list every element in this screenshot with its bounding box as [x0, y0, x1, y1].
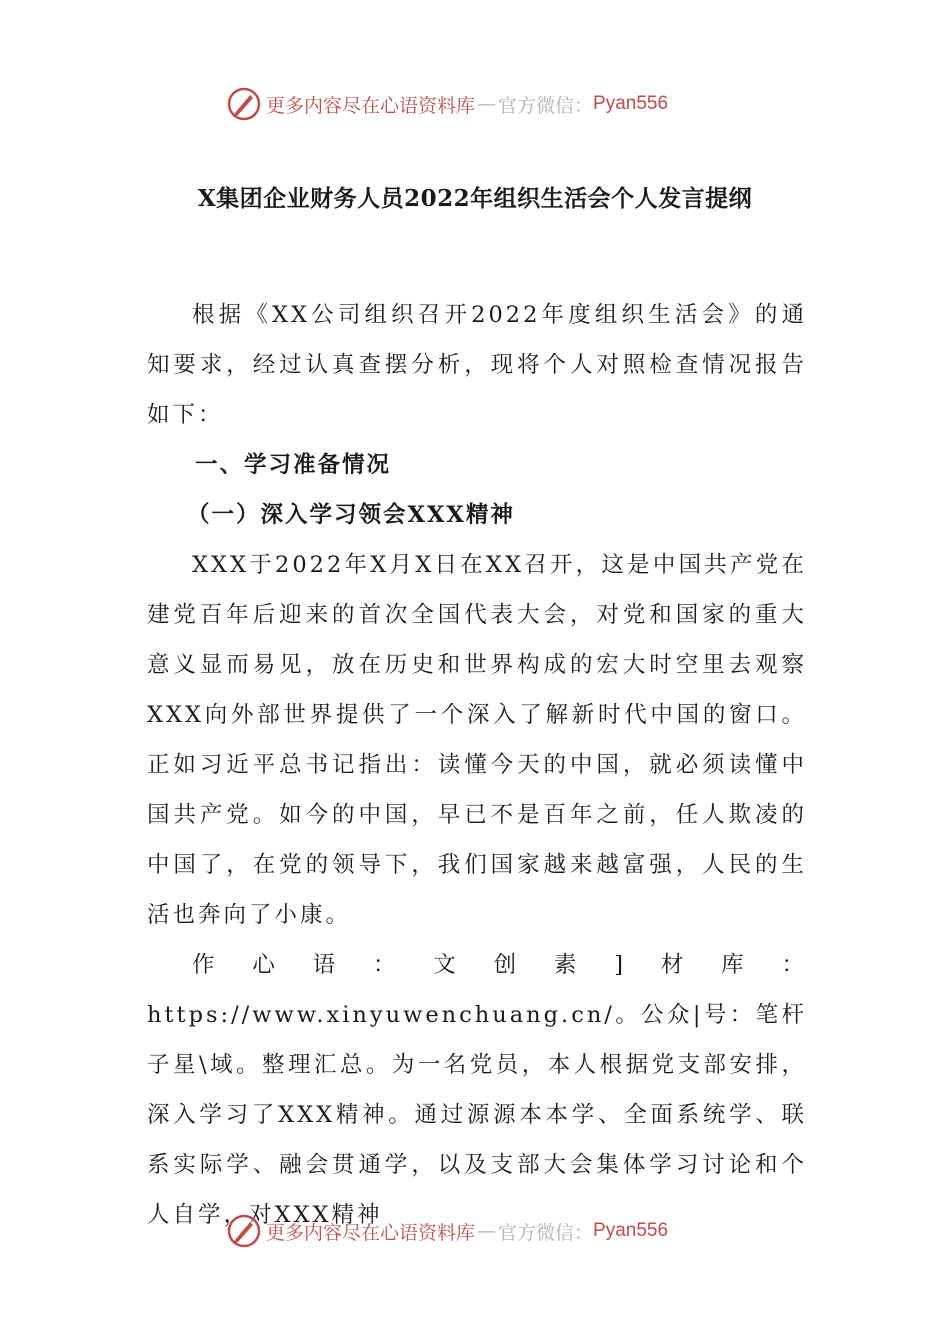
quill-pen-icon — [226, 1213, 262, 1249]
watermark-dash: — — [477, 1220, 497, 1242]
watermark-text: 更多内容尽在心语资料库 — [266, 94, 476, 117]
watermark-wechat-id: Pyan556 — [593, 93, 669, 114]
watermark-text: 更多内容尽在心语资料库 — [266, 1221, 476, 1244]
watermark-dash: — — [477, 93, 497, 115]
watermark-wechat-label: 官方微信： — [498, 1221, 594, 1244]
intro-paragraph: 根据《XX公司组织召开2022年度组织生活会》的通知要求，经过认真查摆分析，现将个人对照检查情况报告如下： — [147, 302, 807, 428]
watermark-wechat-label: 官方微信： — [498, 94, 594, 117]
watermark-banner-top — [226, 84, 668, 124]
body-paragraph-2: 作心语：文创素]材库：https://www.xinyuwenchuang.cn/。公众|号：笔杆子星\域。整理汇总。为一名党员，本人根据党支部安排，深入学习了XXX精神。通过源源本本学、全面系统学、联系实际学、融会贯通学，以及支部大会集体学习讨论和个人自学，对XXX精神 — [147, 952, 807, 1228]
watermark-wechat-id: Pyan556 — [593, 1220, 669, 1241]
subsection-heading: （一）深入学习领会XXX精神 — [187, 502, 515, 528]
section-heading: 一、学习准备情况 — [195, 452, 392, 478]
quill-pen-icon — [226, 86, 262, 122]
document-title: X集团企业财务人员2022年组织生活会个人发言提纲 — [197, 185, 753, 212]
watermark-banner-bottom — [226, 1211, 668, 1251]
document-body — [147, 290, 807, 1240]
body-paragraph-1: XXX于2022年X月X日在XX召开，这是中国共产党在建党百年后迎来的首次全国代表大会，对党和国家的重大意义显而易见，放在历史和世界构成的宏大时空里去观察XXX向外部世界提供了一个深入了解新时代中国的窗口。正如习近平总书记指出：读懂今天的中国，就必须读懂中国共产党。如今的中国，早已不是百年之前，任人欺凌的中国了，在党的领导下，我们国家越来越富强，人民的生活也奔向了小康。 — [147, 552, 807, 928]
